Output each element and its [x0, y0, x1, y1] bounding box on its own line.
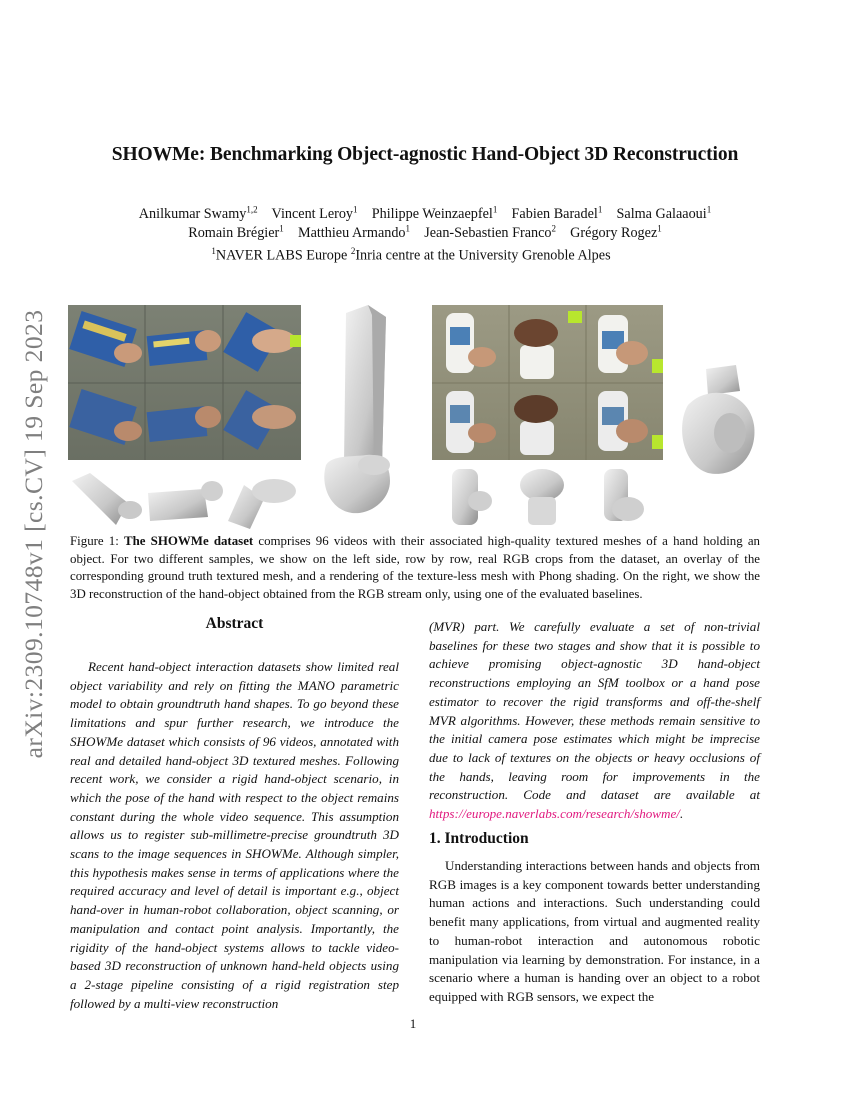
page-number: 1	[409, 1016, 417, 1031]
author: Philippe Weinzaepfel$^1$	[371, 204, 498, 222]
abstract-heading: Abstract	[205, 615, 264, 632]
caption-bold: The SHOWMe dataset	[124, 534, 254, 548]
author: Romain Brégier$^1$	[188, 223, 284, 241]
arxiv-stamp	[16, 294, 52, 774]
author: Salma Galaaoui$^1$	[616, 204, 712, 222]
right-mesh-renders	[452, 469, 644, 525]
author-line-2	[40, 218, 810, 243]
introduction-text: Understanding interactions between hands and objects from RGB images is a key component towards better understanding human actions and interactions. Such understanding could benefit many applications, from virtual and augmented reality to human-robot interaction and autonomous robotic manipulation via learning by demonstration. For instance, in a scenario where a human is handing over an object to a robot equipped with RGB sensors, we expect the	[429, 858, 760, 1004]
author: Fabien Baradel$^1$	[511, 204, 603, 222]
left-rgb-grid	[68, 305, 301, 460]
arxiv-stamp-text: arXiv:2309.10748v1 [cs.CV] 19 Sep 2023	[19, 309, 48, 759]
dataset-link[interactable]: https://europe.naverlabs.com/research/showme/	[429, 806, 680, 822]
paper-title: SHOWMe: Benchmarking Object-agnostic Hand-Object 3D Reconstruction	[111, 144, 739, 165]
right-reconstruction-mesh	[682, 365, 754, 474]
figure-1-image	[68, 305, 765, 532]
left-reconstruction-mesh	[324, 305, 390, 513]
abstract-text-left: Recent hand-object interaction datasets show limited real object variability and rely on fitting the MANO parametric model to obtain groundtruth hand shapes. To go beyond these limitations and spur further research, we introduce the SHOWMe dataset which consists of 96 videos, annotated with real and detailed hand-object 3D textured meshes. Following recent work, we consider a rigid hand-object scenario, in which the pose of the hand with respect to the object remains constant during the whole video sequence. This assumption allows us to register sub-millimetre-precise groundtruth 3D scans to the image sequences in SHOWMe. Although simpler, this hypothesis makes sense in terms of applications where the required accuracy and level of detail is important e.g., object hand-over in human-robot collaboration, object scanning, or manipulation and contact point analysis. Importantly, the rigidity of the hand-object systems allows to tackle video-based 3D reconstruction of unknown hand-held objects using a 2-stage pipeline consisting of a rigid registration step followed by a multi-view reconstruction	[70, 659, 399, 1011]
figure-caption	[70, 533, 760, 603]
author: Anilkumar Swamy$^{1,2}$	[138, 204, 258, 222]
introduction-heading: 1. Introduction	[429, 830, 529, 847]
affiliations: $^1$NAVER LABS Europe $^2$Inria centre at the University Grenoble Alpes	[211, 246, 611, 264]
author: Grégory Rogez$^1$	[570, 223, 662, 241]
right-rgb-grid	[432, 305, 663, 460]
bottle-overlay	[514, 395, 558, 455]
author: Matthieu Armando$^1$	[297, 223, 411, 241]
author: Vincent Leroy$^1$	[271, 204, 358, 222]
author: Jean-Sebastien Franco$^2$	[424, 223, 556, 241]
abstract-text-right: (MVR) part. We carefully evaluate a set of non-trivial baselines for these two stages and show that it is possible to achieve promising object-agnostic 3D hand-object reconstructions employing an SfM toolbox or a hand pose estimator to recover the rigid transforms and off-the-shelf MVR algorithms. However, these methods remain sensitive to the initial camera pose estimates which might be imprecise due to lack of textures on the objects or heavy occlusions of the hands, leaving room for improvements in the reconstruction. Code and dataset are available at https://europe.naverlabs.com/research/showme/.	[429, 619, 760, 822]
left-mesh-renders	[72, 473, 296, 529]
caption-text: comprises 96 videos with their associated high-quality textured meshes of a hand holding an object. For two different samples, we show on the left side, row by row, real RGB crops from the dataset, an overlay of the corresponding ground truth textured mesh, and a rendering of the texture-less mesh with Phong shading. On the right, we show the 3D reconstruction of the hand-object obtained from the RGB stream only, using one of the evaluated baselines.	[70, 534, 760, 601]
caption-label: Figure 1:	[70, 534, 119, 548]
